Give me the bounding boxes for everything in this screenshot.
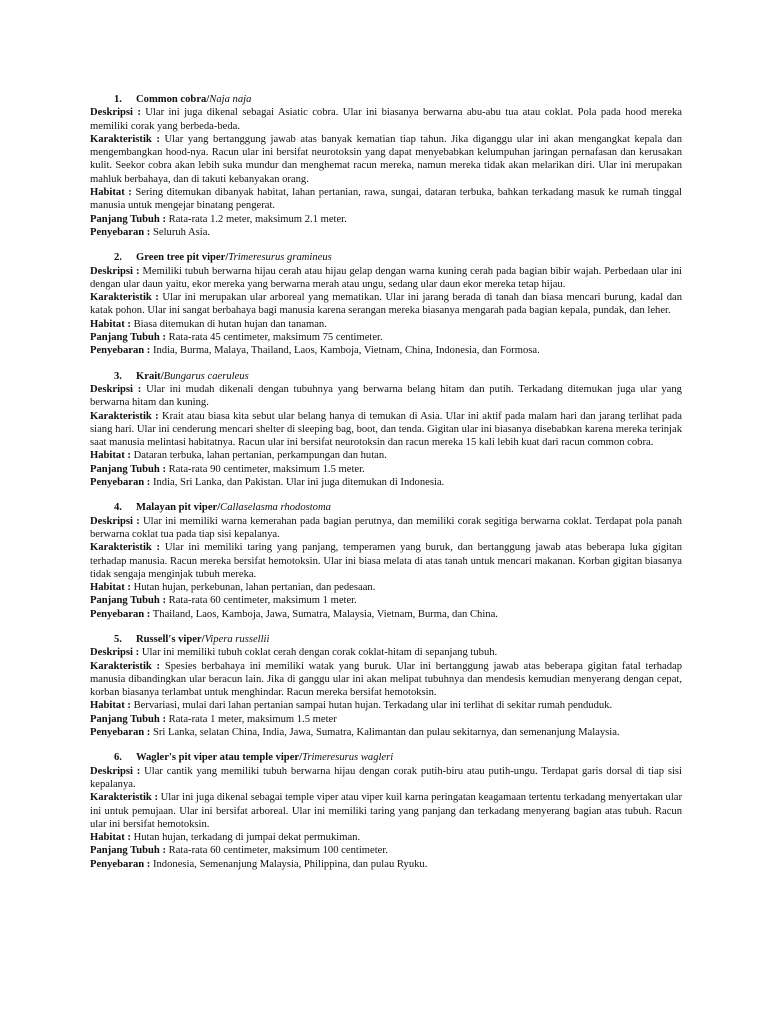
field-label: Panjang Tubuh : (90, 845, 166, 857)
karakteristik-field (90, 791, 682, 831)
field-label: Penyebaran : (90, 345, 151, 357)
field-text: Rata-rata 1.2 meter, maksimum 2.1 meter. (168, 213, 347, 225)
field-label: Karakteristik : (90, 133, 160, 145)
field-label: Panjang Tubuh : (90, 213, 166, 225)
field-label: Habitat : (90, 187, 132, 199)
field-label: Panjang Tubuh : (90, 463, 166, 475)
field-label: Deskripsi : (90, 383, 142, 395)
panjang-field (90, 463, 682, 476)
field-text: Spesies berbahaya ini memiliki watak yang buruk. Ular ini bertanggung jawab atas beberapa gigitan fatal terhadap manusia dibandingkan ular beracun lain. Jika di ganggu ular ini akan melipat tubuhnya dan mendesis kemudian menyerang dengan cepat, korban biasanya terlambat untuk menghindar. Racun mereka bersifat hemotoksin. (90, 660, 682, 699)
field-text: Sri Lanka, selatan China, India, Jawa, Sumatra, Kalimantan dan pulau sekitarnya, dan semenanjung Malaysia. (152, 727, 620, 739)
field-label: Deskripsi : (90, 107, 141, 119)
entry-title (114, 370, 682, 383)
entry-number: 6. (114, 752, 122, 764)
scientific-name: Trimeresurus wagleri (302, 752, 394, 764)
deskripsi-field (90, 265, 682, 292)
panjang-field (90, 213, 682, 226)
field-text: Hutan hujan, perkebunan, lahan pertanian, dan pedesaan. (133, 582, 376, 594)
field-text: Rata-rata 60 centimeter, maksimum 100 centimeter. (168, 845, 388, 857)
field-text: Thailand, Laos, Kamboja, Jawa, Sumatra, Malaysia, Vietnam, Burma, dan China. (152, 608, 498, 620)
field-label: Penyebaran : (90, 727, 151, 739)
common-name: Common cobra/ (136, 94, 210, 105)
field-label: Penyebaran : (90, 477, 151, 489)
field-label: Karakteristik : (90, 660, 161, 672)
entry-number: 4. (114, 502, 122, 514)
field-text: Seluruh Asia. (152, 226, 211, 238)
field-label: Habitat : (90, 582, 131, 594)
entry-title (114, 751, 682, 764)
field-text: Rata-rata 90 centimeter, maksimum 1.5 meter. (168, 463, 365, 475)
common-name: Malayan pit viper/ (136, 502, 221, 514)
field-label: Habitat : (90, 700, 131, 712)
scientific-name: Vipera russellii (204, 633, 270, 645)
deskripsi-field (90, 106, 682, 133)
karakteristik-field (90, 410, 682, 450)
field-label: Habitat : (90, 832, 131, 844)
field-label: Deskripsi : (90, 265, 140, 277)
habitat-field (90, 186, 682, 213)
field-text: Sering ditemukan dibanyak habitat, lahan pertanian, rawa, sungai, dataran terbuka, bahkan terkadang masuk ke rumah tinggal manusia untuk mengejar binatang pengerat. (90, 187, 682, 212)
snake-entry-russells-viper (90, 633, 682, 739)
field-text: Rata-rata 60 centimeter, maksimum 1 meter. (168, 595, 357, 607)
field-text: India, Burma, Malaya, Thailand, Laos, Kamboja, Vietnam, China, Indonesia, dan Formosa. (152, 345, 540, 357)
field-text: Ular ini mudah dikenali dengan tubuhnya yang berwarna belang hitam dan putih. Terkadang ditemukan juga ular yang berwarna hitam dan kuning. (90, 383, 682, 409)
field-label: Penyebaran : (90, 608, 151, 620)
field-label: Deskripsi : (90, 765, 141, 777)
common-name: Krait/ (136, 370, 164, 382)
field-label: Panjang Tubuh : (90, 332, 166, 344)
common-name: Green tree pit viper/ (136, 252, 229, 264)
field-label: Karakteristik : (90, 542, 161, 554)
snake-entry-krait (90, 370, 682, 490)
panjang-field (90, 844, 682, 857)
field-label: Panjang Tubuh : (90, 713, 166, 725)
field-text: Rata-rata 45 centimeter, maksimum 75 centimeter. (168, 332, 383, 344)
scientific-name: Naja naja (209, 94, 252, 105)
field-text: Ular cantik yang memiliki tubuh berwarna hijau dengan corak putih-biru atau putih-ungu. Terdapat garis dorsal di tiap sisi kepalanya. (90, 765, 682, 790)
penyebaran-field (90, 344, 682, 357)
field-text: Dataran terbuka, lahan pertanian, perkampungan dan hutan. (133, 450, 387, 462)
penyebaran-field (90, 858, 682, 871)
entry-number: 2. (114, 252, 122, 264)
field-text: Biasa ditemukan di hutan hujan dan tanaman. (133, 318, 327, 330)
entry-number: 5. (114, 633, 122, 645)
field-text: Memiliki tubuh berwarna hijau cerah atau hijau gelap dengan warna kuning cerah pada bagian bibir wajah. Perbedaan ular ini dengan ular daun yaitu, ekor mereka yang berwarna merah atau ungu, sedang ular daun ekor mereka tetap hijau. (90, 265, 682, 290)
field-label: Karakteristik : (90, 792, 158, 804)
field-label: Panjang Tubuh : (90, 595, 166, 607)
field-text: Ular ini juga dikenal sebagai Asiatic cobra. Ular ini biasanya berwarna abu-abu tua atau coklat. Pola pada hood mereka memiliki corak yang berbeda-beda. (90, 107, 682, 132)
snake-entry-common-cobra (90, 93, 682, 239)
field-label: Penyebaran : (90, 858, 151, 870)
field-text: Ular ini memiliki tubuh coklat cerah dengan corak coklat-hitam di sepanjang tubuh. (141, 647, 498, 659)
field-text: India, Sri Lanka, dan Pakistan. Ular ini juga ditemukan di Indonesia. (152, 477, 445, 489)
panjang-field (90, 713, 682, 726)
common-name: Russell's viper/ (136, 633, 205, 645)
entry-number: 1. (114, 94, 122, 105)
habitat-field (90, 449, 682, 462)
entry-title (114, 501, 682, 514)
field-label: Karakteristik : (90, 292, 159, 304)
deskripsi-field (90, 515, 682, 542)
panjang-field (90, 594, 682, 607)
deskripsi-field (90, 765, 682, 792)
field-text: Indonesia, Semenanjung Malaysia, Philippina, dan pulau Ryuku. (152, 858, 428, 870)
field-label: Deskripsi : (90, 515, 140, 527)
field-text: Ular yang bertanggung jawab atas banyak kematian tiap tahun. Jika diganggu ular ini akan mengangkat kepala dan mengembangkan hood-nya. Racun ular ini bersifat neurotoksin yang dapat menyebabkan kelumpuhan jaringan pernafasan dan kerusakan kulit. Seekor cobra akan lebih suka mundur dan menghemat racun mereka, namun mereka tidak akan melarikan diri. Ular ini merupakan mahluk berbahaya, dan di takuti kebanyakan orang. (90, 133, 683, 185)
panjang-field (90, 331, 682, 344)
field-text: Ular ini juga dikenal sebagai temple viper atau viper kuil karna peringatan keagamaan tertentu terkadang menyertakan ular ini untuk pemujaan. Ular ini bersifat arboreal. Ular ini memiliki taring yang panjang dan terkadang menyerang bagian atas tubuh. Racun ular ini bersifat hemotoksin. (90, 792, 682, 830)
karakteristik-field (90, 291, 682, 318)
field-label: Karakteristik : (90, 410, 159, 422)
scientific-name: Bungarus caeruleus (163, 370, 249, 382)
field-label: Deskripsi : (90, 647, 140, 659)
field-label: Habitat : (90, 318, 131, 330)
penyebaran-field (90, 726, 682, 739)
deskripsi-field (90, 383, 682, 410)
penyebaran-field (90, 476, 682, 489)
common-name: Wagler's pit viper atau temple viper/ (136, 752, 303, 764)
field-text: Ular ini memiliki taring yang panjang, temperamen yang buruk, dan bertanggung jawab atas beberapa luka gigitan terhadap manusia. Racun mereka bersifat hemotoksin. Ular ini biasa melata di atas tanah untuk mencari makanan. Korban gigitan biasanya tidak sengaja menginjak tubuh mereka. (90, 542, 683, 580)
scientific-name: Callaselasma rhodostoma (220, 502, 331, 514)
karakteristik-field (90, 133, 682, 186)
penyebaran-field (90, 608, 682, 621)
field-label: Habitat : (90, 450, 131, 462)
field-text: Bervariasi, mulai dari lahan pertanian sampai hutan hujan. Terkadang ular ini terlihat di sekitar rumah penduduk. (133, 700, 613, 712)
field-text: Hutan hujan, terkadang di jumpai dekat permukiman. (133, 832, 361, 844)
field-text: Ular ini merupakan ular arboreal yang mematikan. Ular ini jarang berada di tanah dan biasa mencari burung, kadal dan katak pohon. Ular ini sangat berbahaya bagi manusia karena serangan mereka biasanya mengarah pada bagian kepala, pundak, dan leher. (90, 292, 682, 317)
snake-entry-malayan-pit-viper (90, 501, 682, 621)
habitat-field (90, 699, 682, 712)
habitat-field (90, 581, 682, 594)
entry-title (114, 251, 682, 264)
entry-title (114, 93, 682, 106)
deskripsi-field (90, 646, 682, 659)
field-text: Rata-rata 1 meter, maksimum 1.5 meter (168, 713, 337, 725)
snake-entry-waglers-pit-viper (90, 751, 682, 871)
habitat-field (90, 831, 682, 844)
habitat-field (90, 318, 682, 331)
entry-number: 3. (114, 370, 122, 382)
field-text: Ular ini memiliki warna kemerahan pada bagian perutnya, dan memiliki corak segitiga berwarna coklat. Terdapat pola panah berwarna coklat tua pada tiap sisi kepalanya. (90, 515, 682, 540)
field-label: Penyebaran : (90, 226, 151, 238)
penyebaran-field (90, 226, 682, 239)
snake-entry-green-tree-pit-viper (90, 251, 682, 357)
field-text: Krait atau biasa kita sebut ular belang hanya di temukan di Asia. Ular ini aktif pada malam hari dan jarang terlihat pada siang hari. Ular ini cenderung mencari shelter di sleeping bag, boot, dan tenda. Gigitan ular ini biasanya disebabkan karena mereka terinjak saat manusia melintasi habitatnya. Racun ular ini bersifat neurotoksin dan racun mereka 15 kali lebih kuat dari racun common cobra. (90, 410, 683, 449)
karakteristik-field (90, 660, 682, 700)
karakteristik-field (90, 541, 682, 581)
scientific-name: Trimeresurus gramineus (228, 252, 332, 264)
entry-title (114, 633, 682, 646)
